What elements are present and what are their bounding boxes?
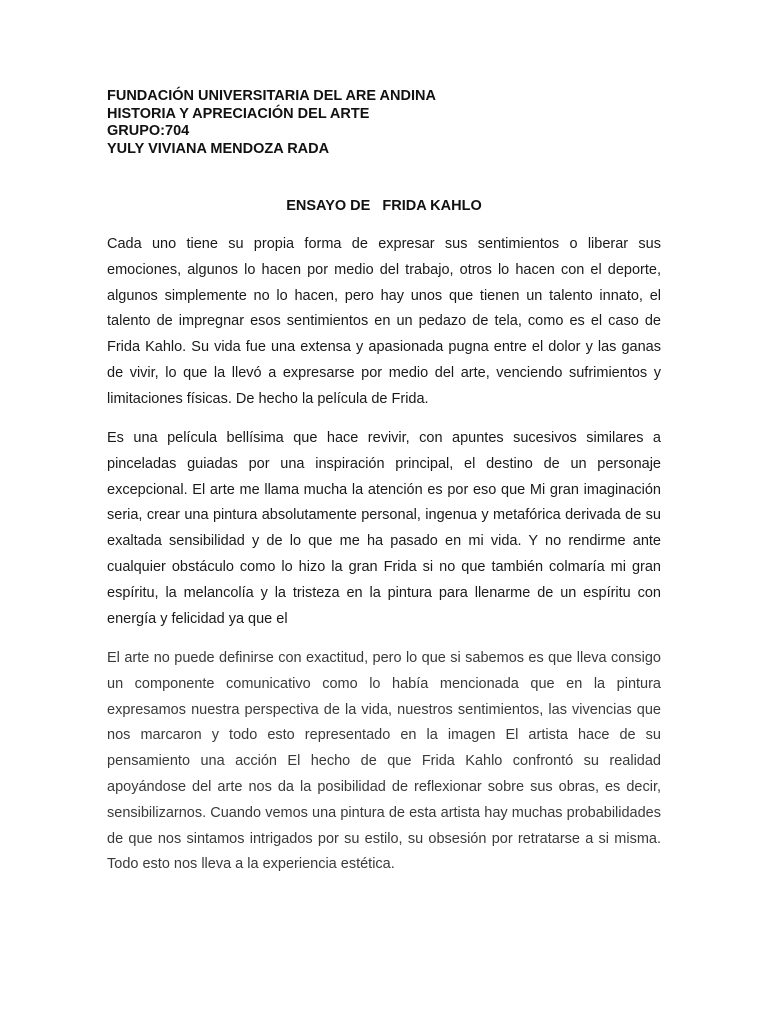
essay-title: ENSAYO DE FRIDA KAHLO [286, 198, 482, 214]
document-header [107, 88, 667, 158]
header-author: YULY VIVIANA MENDOZA RADA [107, 140, 330, 157]
paragraph-3: El arte no puede definirse con exactitud, pero lo que si sabemos es que lleva consigo un componente comunicativo como lo había mencionada que en la pintura expresamos nuestra perspectiva de la vida, nuestros sentimientos, las vivencias que nos marcaron y todo esto representado en la imagen El artista hace de su pensamiento una acción El hecho de que Frida Kahlo confrontó su realidad apoyándose del arte nos da la posibilidad de reflexionar sobre sus obras, es decir, sensibilizarnos. Cuando vemos una pintura de esta artista hay muchas probabilidades de que nos sintamos intrigados por su estilo, su obsesión por retratarse a si misma. Todo esto nos lleva a la experiencia estética. [107, 650, 661, 873]
paragraph-1: Cada uno tiene su propia forma de expresar sus sentimientos o liberar sus emociones, algunos lo hacen por medio del trabajo, otros lo hacen con el deporte, algunos simplemente no lo hacen, pero hay unos que tienen un talento innato, el talento de impregnar esos sentimientos en un pedazo de tela, como es el caso de Frida Kahlo. Su vida fue una extensa y apasionada pugna entre el dolor y las ganas de vivir, lo que la llevó a expresarse por medio del arte, venciendo sufrimientos y limitaciones físicas. De hecho la película de Frida. [107, 236, 661, 407]
paragraph-2: Es una película bellísima que hace revivir, con apuntes sucesivos similares a pinceladas guiadas por una inspiración principal, el destino de un personaje excepcional. El arte me llama mucha la atención es por eso que Mi gran imaginación seria, crear una pintura absolutamente personal, ingenua y metafórica derivada de su exaltada sensibilidad y de lo que me ha pasado en mi vida. Y no rendirme ante cualquier obstáculo como lo hizo la gran Frida si no que también colmaría mi gran espíritu, la melancolía y la tristeza en la pintura para llenarme de un espíritu con energía y felicidad ya que el [107, 430, 661, 627]
header-group: GRUPO:704 [107, 123, 190, 139]
header-course: HISTORIA Y APRECIACIÓN DEL ARTE [107, 105, 370, 122]
header-institution: FUNDACIÓN UNIVERSITARIA DEL ARE ANDINA [107, 88, 436, 104]
